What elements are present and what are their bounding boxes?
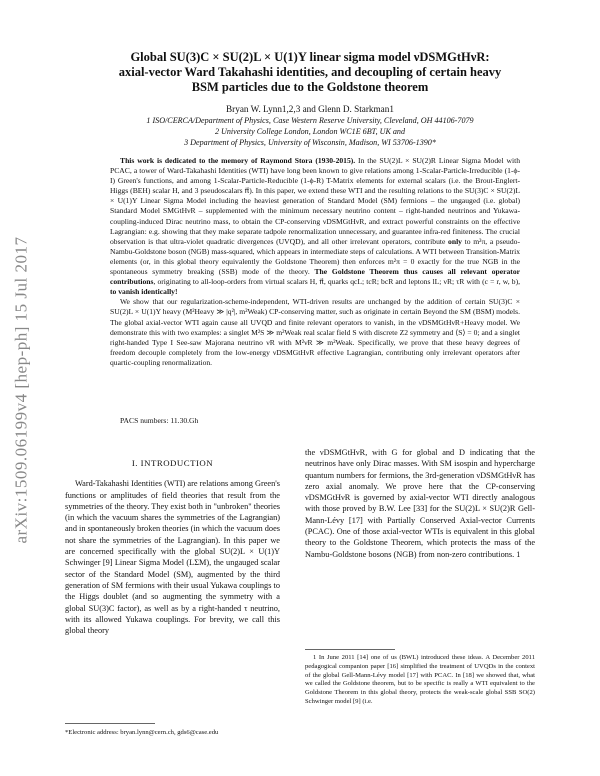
left-column (65, 458, 280, 636)
right-column (305, 447, 535, 560)
abstract (110, 156, 520, 368)
abstract-paragraph-1: This work is dedicated to the memory of Raymond Stora (1930-2015). In the SU(2)L × SU(2)R Linear Sigma Model with PCAC, a tower of Ward-Takahashi Identities (WTI) have long been known to give relations among 1-Scalar-Particle-Irreducible (1-ϕ-I) Green's functions, and among 1-Scalar-Particle-Reducible (1-ϕ-R) T-Matrix elements for external scalars (i.e. the Brout-Englert-Higgs (BEH) scalar H, and 3 pseudoscalars π⃗). In this paper, we extend these WTI and the resulting relations to the SU(3)C × SU(2)L × U(1)Y Linear Sigma Model including the heaviest generation of Standard Model (SM) fermions – the ungauged (i.e. global) Standard Model SMGtHνR – supplemented with the minimum necessary neutrino content – right-handed neutrinos and Yukawa-coupling-induced Dirac neutrino mass, to obtain the CP-conserving νDSMGtHνR, and extract powerful constraints on the effective Lagrangian: e.g. showing that they make separate tadpole renormalization unnecessary, and guarantee infra-red finiteness. The crucial observation is that ultra-violet quadratic divergences (UVQD), and all other irrelevant operators, contribute only to m²π, a pseudo-Nambu-Goldstone boson (NGB) mass-squared, which appears in intermediate steps of calculations. A WTI between Transition-Matrix elements (or, in this global theory equivalently the Goldstone Theorem) then enforces m²π = 0 exactly for the true NGB in the spontaneous symmetry breaking (SSB) mode of the theory. The Goldstone Theorem thus causes all relevant operator contributions, originating to all-loop-orders from virtual scalars H, π⃗, quarks qcL; tcR; bcR and leptons lL; νR; τR with (c = r, w, b), to vanish identically! (110, 156, 520, 297)
title-line-3: BSM particles due to the Goldstone theorem (191, 80, 429, 94)
pacs-numbers: PACS numbers: 11.30.Gh (120, 416, 199, 425)
intro-paragraph-left: Ward-Takahashi Identities (WTI) are relations among Green's functions or amplitudes of field theories that result from the symmetries of the theory. They exist both in "unbroken" theories (in which the vacuum shares the symmetries of the Lagrangian) and in spontaneously broken theories (in which the vacuum does not share the symmetries of the Lagrangian). In this paper we are concerned specifically with the global SU(2)L × U(1)Y Schwinger [9] Linear Sigma Model (LΣM), the ungauged scalar sector of the Standard Model (SM), augmented by the third generation of SM fermions with their usual Yukawa couplings to the Higgs doublet (and so augmenting the symmetry with a global SU(3)C factor), as well as by a right-handed τ neutrino, with its allowed Yukawa couplings. For brevity, we call this global theory (65, 479, 280, 636)
arxiv-sidebar-stamp (8, 210, 36, 570)
abstract-paragraph-2: We show that our regularization-scheme-independent, WTI-driven results are unchanged by the addition of certain SU(3)C × SU(2)L × U(1)Y heavy (M²Heavy ≫ |q²|, m²Weak) CP-conserving matter, such as originate in certain Beyond the SM (BSM) models. The global axial-vector WTI again cause all UVQD and finite relevant operators to vanish, in the νDSMGtHνR+Heavy model. We demonstrate this with two examples: a singlet M²S ≫ m²Weak real scalar field S with discrete Z2 symmetry and ⟨S⟩ = 0; and a singlet right-handed Type I See-saw Majorana neutrino νR with M²νR ≫ m²Weak. Specifically, we prove that these heavy degrees of freedom decouple completely from the low-energy νDSMGtHνR effective Lagrangian, contributing only irrelevant operators after quartic-coupling renormalization. (110, 297, 520, 367)
affiliation-3: 3 Department of Physics, University of Wisconsin, Madison, WI 53706-1390* (184, 138, 436, 147)
footnote-rule-right (305, 649, 395, 650)
affiliation-2: 2 University College London, London WC1E 6BT, UK and (214, 127, 406, 136)
affiliations (80, 115, 540, 148)
section-heading: I. INTRODUCTION (131, 458, 214, 468)
footnote-rule-left (65, 723, 155, 724)
title-line-1: Global SU(3)C × SU(2)L × U(1)Y linear sigma model νDSMGtHνR: (130, 50, 490, 64)
intro-paragraph-right: the νDSMGtHνR, with G for global and D indicating that the neutrinos have only Dirac masses. With SM isospin and hypercharge quantum numbers for fermions, the 3rd-generation νDSMGtHνR has zero axial anomaly. We prove here that the CP-conserving νDSMGtHνR is governed by axial-vector WTI directly analogous with those proved by B.W. Lee [33] for the SU(2)L × SU(2)R Gell-Mann-Lévy [17] with Partially Conserved Axial-vector Currents (PCAC). One of those axial-vector WTIs is equivalent in this global theory to the Goldstone Theorem, which protects the mass of the Nambu-Goldstone bosons (NGB) from non-zero contributions. 1 (305, 448, 535, 559)
affiliation-1: 1 ISO/CERCA/Department of Physics, Case Western Reserve University, Cleveland, OH 44106-7079 (146, 116, 474, 125)
arxiv-identifier: arXiv:1509.06199v4 [hep-ph] 15 Jul 2017 (12, 236, 31, 544)
paper-title (80, 50, 540, 95)
title-line-2: axial-vector Ward Takahashi identities, and decoupling of certain heavy (118, 65, 502, 79)
dedication: This work is dedicated to the memory of Raymond Stora (1930-2015). (120, 156, 356, 165)
electronic-address-footnote: *Electronic address: bryan.lynn@cern.ch, gds6@case.edu (65, 729, 219, 736)
footnote-1: 1 In June 2011 [14] one of us (BWL) introduced these ideas. A December 2011 pedagogical companion paper [16] simplified the treatment of UVQDs in the context of the global Gell-Mann-Lévy model [17] with PCAC. In [18] we showed that, what we called the Goldstone theorem, but to be specific is really a WTI equivalent to the Goldstone Theorem in this global theory, protects the weak-scale global SSB SO(2) Schwinger model [9] (i.e. (305, 654, 535, 705)
author-list: Bryan W. Lynn1,2,3 and Glenn D. Starkman1 (226, 104, 394, 114)
